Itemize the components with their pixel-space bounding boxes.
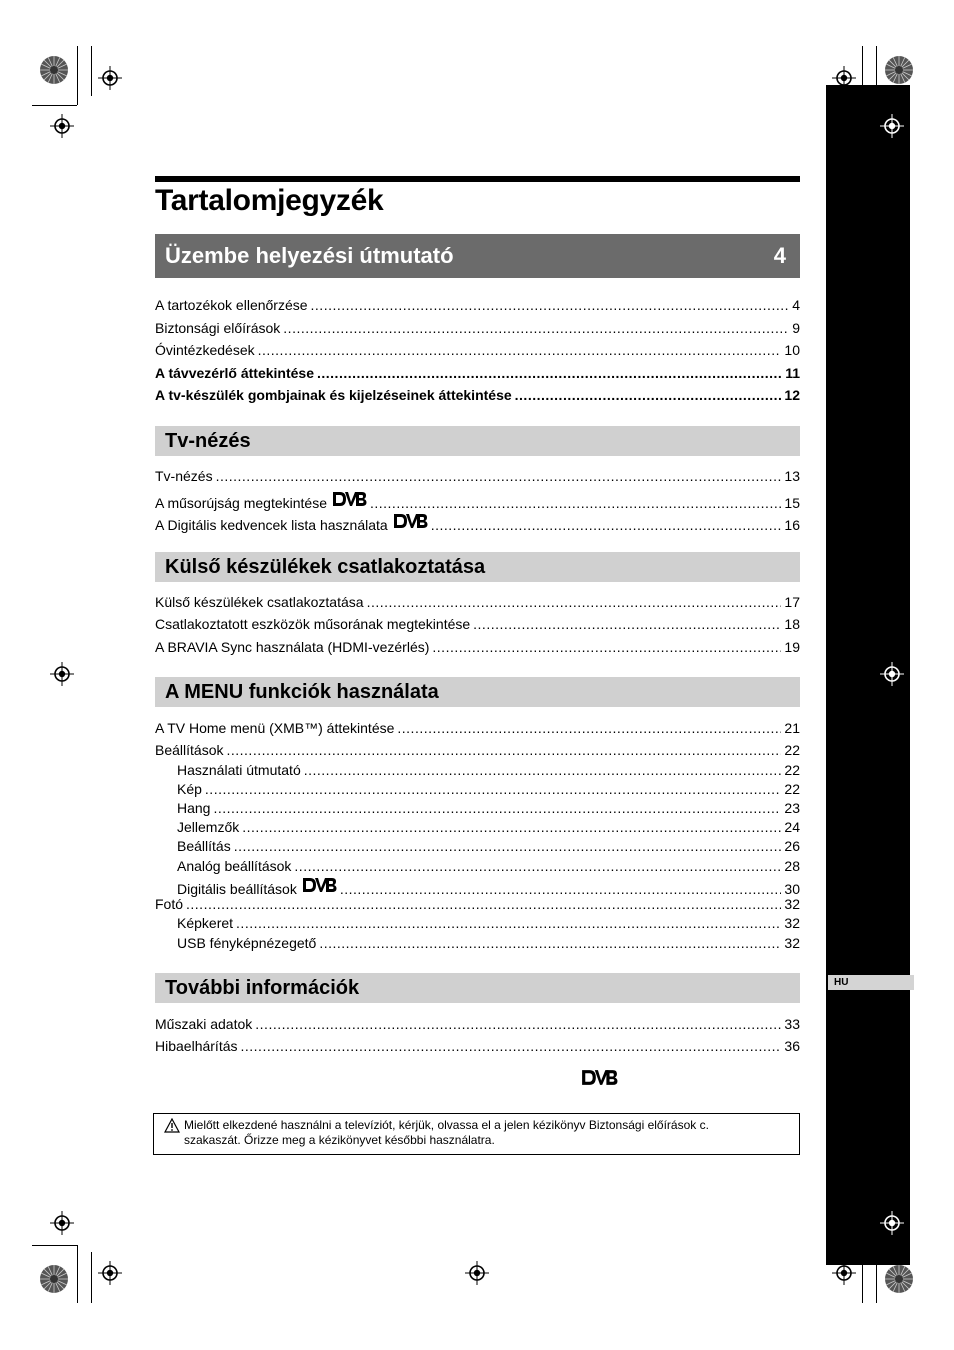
toc-page: 23 bbox=[784, 800, 800, 816]
crop-mark bbox=[91, 1252, 92, 1303]
dot-leader bbox=[236, 914, 781, 932]
dot-leader bbox=[255, 1015, 781, 1033]
toc-page: 22 bbox=[784, 781, 800, 797]
crop-mark bbox=[77, 1245, 78, 1303]
toc-page: 22 bbox=[784, 742, 800, 758]
dot-leader bbox=[370, 494, 781, 512]
toc-label: A tv-készülék gombjainak és kijelzéseinek áttekintése bbox=[155, 387, 512, 403]
toc-label: A BRAVIA Sync használata (HDMI-vezérlés) bbox=[155, 639, 430, 655]
crosshair-registration-icon bbox=[880, 662, 904, 686]
toc-entry[interactable] bbox=[177, 934, 800, 952]
crop-mark bbox=[77, 46, 78, 105]
toc-page: 32 bbox=[784, 896, 800, 912]
toc-entry[interactable] bbox=[155, 512, 800, 534]
toc-label: A tartozékok ellenőrzése bbox=[155, 297, 308, 313]
toc-label: Fotó bbox=[155, 896, 184, 912]
toc-page: 9 bbox=[792, 320, 800, 336]
crosshair-registration-icon bbox=[880, 1211, 904, 1235]
toc-label: Hibaelhárítás bbox=[155, 1038, 238, 1054]
toc-page: 21 bbox=[784, 720, 800, 736]
dot-leader bbox=[186, 895, 781, 913]
toc-entry[interactable] bbox=[155, 386, 800, 404]
toc-label: A távvezérlő áttekintése bbox=[155, 365, 314, 381]
dot-leader bbox=[367, 593, 782, 611]
dot-leader bbox=[241, 1037, 782, 1055]
toc-label: Biztonsági előírások bbox=[155, 320, 281, 336]
crosshair-registration-icon bbox=[98, 1261, 122, 1285]
note-line-2: szakaszát. Őrizze meg a kézikönyvet későbbi használatra. bbox=[184, 1133, 495, 1147]
dvb-logo-icon bbox=[331, 490, 367, 508]
toc-entry[interactable] bbox=[155, 895, 800, 913]
toc-page: 22 bbox=[784, 762, 800, 778]
toc-page: 17 bbox=[784, 594, 800, 610]
toc-label: Használati útmutató bbox=[177, 762, 301, 778]
crosshair-registration-icon bbox=[880, 114, 904, 138]
toc-label: Beállítások bbox=[155, 742, 224, 758]
toc-label: Tv-nézés bbox=[155, 468, 213, 484]
toc-label: Jellemzők bbox=[177, 819, 240, 835]
toc-entry[interactable] bbox=[155, 1037, 800, 1055]
dot-leader bbox=[304, 761, 782, 779]
section-heading-menu[interactable] bbox=[155, 677, 800, 707]
toc-entry[interactable] bbox=[155, 467, 800, 485]
crosshair-registration-icon bbox=[50, 1211, 74, 1235]
dot-leader bbox=[311, 296, 790, 314]
toc-label: Műszaki adatok bbox=[155, 1016, 253, 1032]
toc-entry[interactable] bbox=[177, 799, 800, 817]
dot-leader bbox=[258, 341, 782, 359]
dot-leader bbox=[242, 818, 781, 836]
starburst-target-icon bbox=[884, 1264, 914, 1294]
dot-leader bbox=[216, 467, 782, 485]
toc-entry[interactable] bbox=[155, 296, 800, 314]
starburst-target-icon bbox=[39, 1264, 69, 1294]
toc-label: Analóg beállítások bbox=[177, 858, 292, 874]
crop-mark bbox=[32, 1245, 77, 1246]
toc-entry[interactable] bbox=[155, 341, 800, 359]
toc-page: 4 bbox=[792, 297, 800, 313]
toc-label: Beállítás bbox=[177, 838, 231, 854]
dot-leader bbox=[283, 319, 789, 337]
dot-leader bbox=[294, 857, 781, 875]
toc-entry[interactable] bbox=[155, 719, 800, 737]
crosshair-registration-icon bbox=[50, 114, 74, 138]
toc-label: Óvintézkedések bbox=[155, 342, 255, 358]
crosshair-registration-icon bbox=[50, 662, 74, 686]
dot-leader bbox=[473, 615, 781, 633]
toc-page: 24 bbox=[784, 819, 800, 835]
toc-entry[interactable] bbox=[155, 1015, 800, 1033]
toc-page: 32 bbox=[784, 935, 800, 951]
toc-page: 13 bbox=[784, 468, 800, 484]
toc-entry[interactable] bbox=[177, 818, 800, 836]
dot-leader bbox=[397, 719, 781, 737]
dvb-logo-icon bbox=[392, 512, 428, 530]
toc-page: 33 bbox=[784, 1016, 800, 1032]
toc-page: 26 bbox=[784, 838, 800, 854]
toc-entry[interactable] bbox=[177, 914, 800, 932]
toc-label: Csatlakoztatott eszközök műsorának megtekintése bbox=[155, 616, 471, 632]
toc-label: A TV Home menü (XMB™) áttekintése bbox=[155, 720, 395, 736]
toc-page: 32 bbox=[784, 915, 800, 931]
toc-page: 12 bbox=[784, 387, 800, 403]
safety-note bbox=[153, 1113, 800, 1155]
section-heading-watching[interactable] bbox=[155, 426, 800, 456]
section-heading-external[interactable] bbox=[155, 552, 800, 582]
section-heading-label: A MENU funkciók használata bbox=[165, 680, 439, 703]
crosshair-registration-icon bbox=[98, 66, 122, 90]
dot-leader bbox=[319, 934, 781, 952]
note-line-1: Mielőtt elkezdené használni a televíziót, kérjük, olvassa el a jelen kézikönyv Biztonsági előírások c. bbox=[184, 1118, 709, 1132]
toc-entry[interactable] bbox=[177, 837, 800, 855]
toc-entry[interactable] bbox=[177, 857, 800, 875]
dvb-logo-icon bbox=[301, 876, 337, 894]
toc-entry[interactable] bbox=[177, 780, 800, 798]
toc-entry[interactable] bbox=[155, 490, 800, 512]
dot-leader bbox=[234, 837, 782, 855]
toc-page: 30 bbox=[784, 881, 800, 897]
dot-leader bbox=[213, 799, 781, 817]
dot-leader bbox=[515, 386, 782, 404]
toc-entry[interactable] bbox=[177, 761, 800, 779]
dot-leader bbox=[317, 364, 782, 382]
title-rule bbox=[155, 176, 800, 182]
toc-label: Külső készülékek csatlakoztatása bbox=[155, 594, 364, 610]
toc-label: Digitális beállítások bbox=[177, 881, 297, 897]
toc-entry[interactable] bbox=[155, 615, 800, 633]
warning-triangle-icon bbox=[164, 1118, 180, 1133]
toc-entry[interactable] bbox=[155, 364, 800, 382]
toc-entry[interactable] bbox=[155, 638, 800, 656]
toc-page: 19 bbox=[784, 639, 800, 655]
toc-label: Képkeret bbox=[177, 915, 234, 931]
dot-leader bbox=[226, 741, 781, 759]
toc-label: Hang bbox=[177, 800, 211, 816]
toc-page: 16 bbox=[784, 517, 800, 533]
language-tag: HU bbox=[828, 975, 914, 990]
toc-label: Kép bbox=[177, 781, 202, 797]
toc-label: USB fényképnézegető bbox=[177, 935, 317, 951]
dot-leader bbox=[431, 516, 782, 534]
crop-mark bbox=[32, 105, 77, 106]
toc-entry[interactable] bbox=[155, 319, 800, 337]
section-heading-setup[interactable] bbox=[155, 234, 800, 278]
toc-page: 28 bbox=[784, 858, 800, 874]
toc-page: 18 bbox=[784, 616, 800, 632]
section-heading-label: Tv-nézés bbox=[165, 429, 251, 452]
dot-leader bbox=[205, 780, 782, 798]
toc-label: A Digitális kedvencek lista használata bbox=[155, 517, 388, 533]
crosshair-registration-icon bbox=[465, 1261, 489, 1285]
toc-label: A műsorújság megtekintése bbox=[155, 495, 327, 511]
toc-page: 10 bbox=[784, 342, 800, 358]
section-heading-page: 4 bbox=[773, 243, 786, 268]
dvb-logo-icon bbox=[580, 1068, 618, 1087]
page-title: Tartalomjegyzék bbox=[155, 184, 384, 217]
crop-mark bbox=[91, 46, 92, 96]
toc-entry[interactable] bbox=[155, 741, 800, 759]
section-heading-label: Külső készülékek csatlakoztatása bbox=[165, 555, 486, 578]
dot-leader bbox=[432, 638, 781, 656]
starburst-target-icon bbox=[884, 55, 914, 85]
toc-page: 36 bbox=[784, 1038, 800, 1054]
section-heading-more[interactable] bbox=[155, 973, 800, 1003]
toc-entry[interactable] bbox=[155, 593, 800, 611]
section-heading-label: Üzembe helyezési útmutató bbox=[165, 243, 454, 268]
toc-page: 11 bbox=[785, 365, 800, 381]
section-heading-label: További információk bbox=[165, 976, 360, 999]
toc-page: 15 bbox=[784, 495, 800, 511]
starburst-target-icon bbox=[39, 55, 69, 85]
